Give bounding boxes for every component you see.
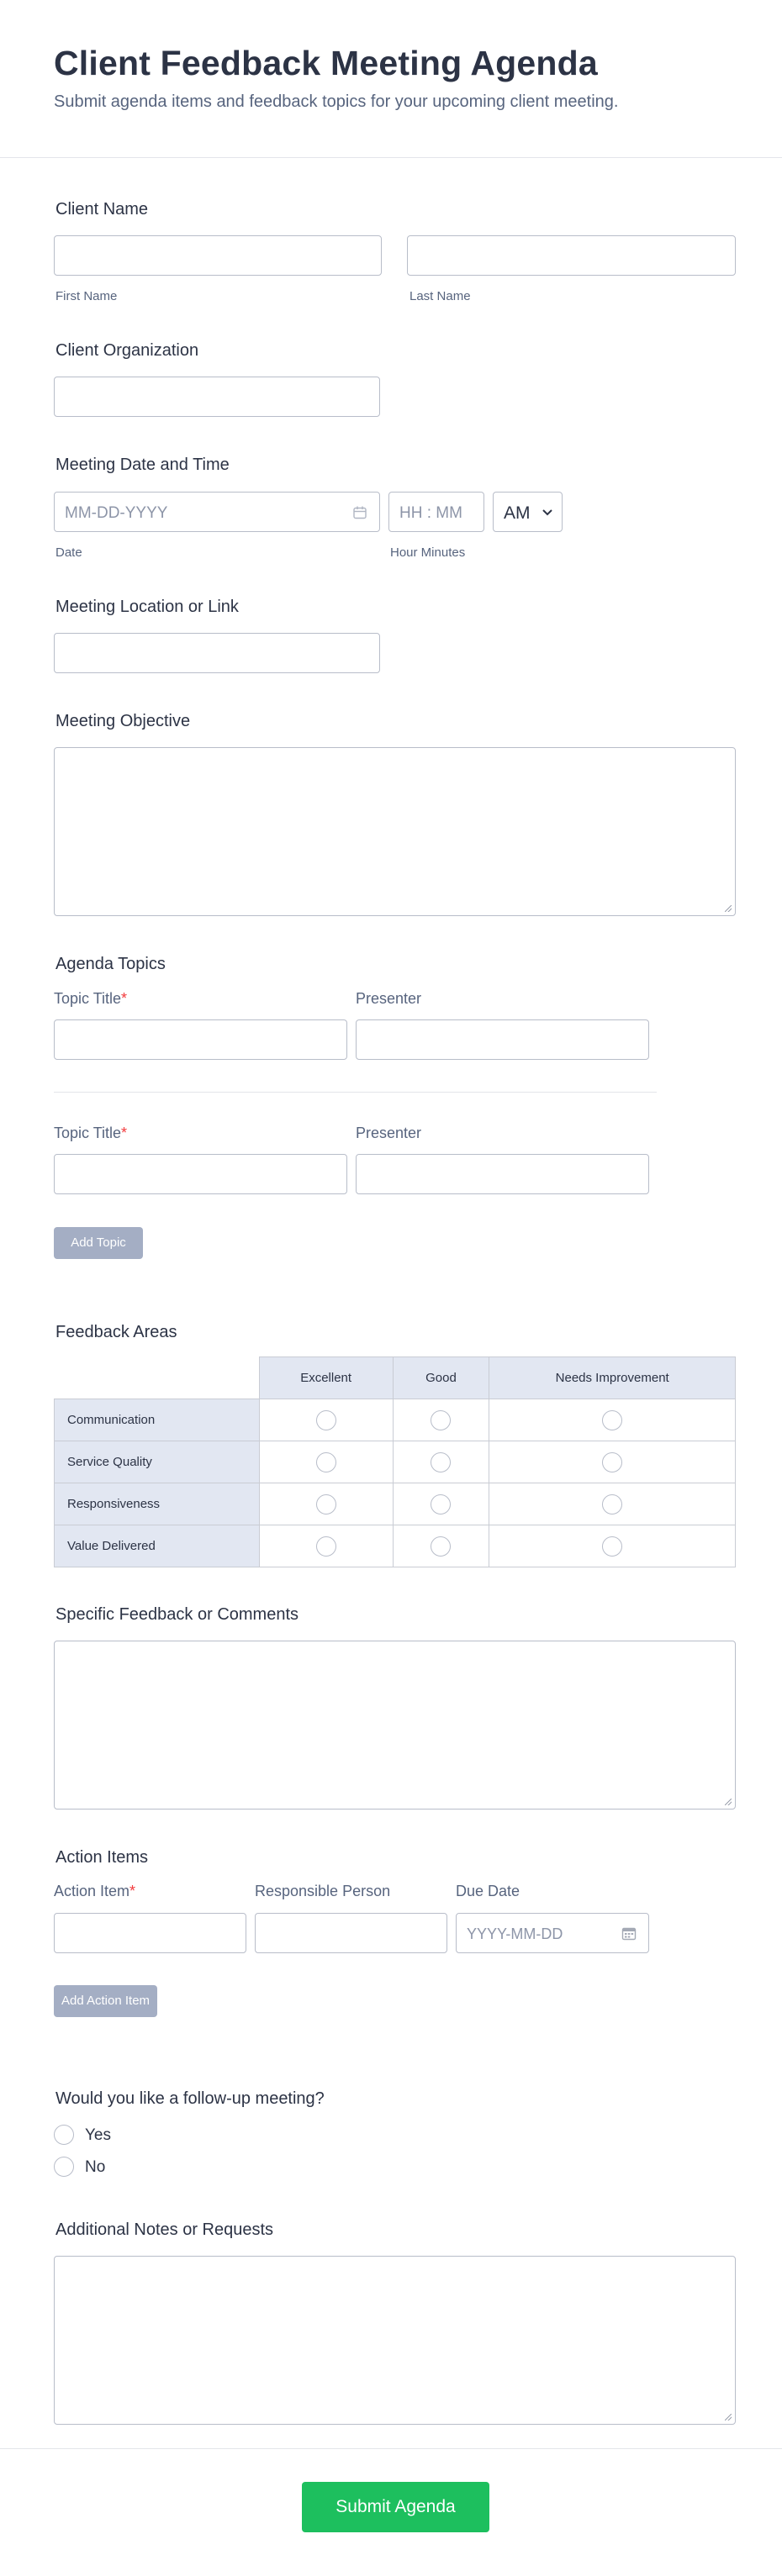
radio-followup-no[interactable] [54, 2157, 74, 2177]
followup-option-label: No [85, 2158, 106, 2176]
matrix-cell [393, 1525, 489, 1567]
action-item-label: Action Item* [54, 1883, 136, 1899]
radio-communication-needs-improvement[interactable] [602, 1410, 622, 1430]
chevron-down-icon [542, 507, 553, 519]
radio-value-delivered-needs-improvement[interactable] [602, 1536, 622, 1557]
matrix-cell [393, 1441, 489, 1483]
presenter-input-1[interactable] [356, 1019, 649, 1060]
topic-title-input-2[interactable] [54, 1154, 347, 1194]
feedback-areas-label: Feedback Areas [55, 1323, 177, 1341]
matrix-cell [489, 1525, 736, 1567]
presenter-label-2: Presenter [356, 1125, 422, 1141]
radio-responsiveness-needs-improvement[interactable] [602, 1494, 622, 1515]
date-placeholder: MM-DD-YYYY [65, 504, 168, 522]
radio-service-quality-good[interactable] [431, 1452, 451, 1472]
radio-service-quality-needs-improvement[interactable] [602, 1452, 622, 1472]
form-header [0, 0, 782, 158]
followup-label: Would you like a follow-up meeting? [55, 2089, 325, 2108]
radio-service-quality-excellent[interactable] [316, 1452, 336, 1472]
notes-label: Additional Notes or Requests [55, 2220, 274, 2239]
client-org-input[interactable] [54, 377, 380, 417]
matrix-cell [489, 1399, 736, 1441]
matrix-col-needs-improvement: Needs Improvement [489, 1357, 736, 1399]
location-input[interactable] [54, 633, 380, 673]
matrix-cell [259, 1483, 393, 1525]
matrix-cell [259, 1399, 393, 1441]
comments-textarea[interactable] [54, 1641, 736, 1810]
topic-title-label-2: Topic Title* [54, 1125, 128, 1141]
objective-textarea[interactable] [54, 747, 736, 916]
meeting-datetime-label: Meeting Date and Time [55, 456, 230, 474]
due-date-placeholder: YYYY-MM-DD [467, 1925, 563, 1942]
feedback-matrix [54, 1356, 736, 1567]
table-row [55, 1441, 736, 1483]
first-name-input[interactable] [54, 235, 382, 276]
calendar-icon[interactable] [352, 505, 367, 520]
table-row [55, 1525, 736, 1567]
date-sublabel: Date [55, 545, 82, 560]
radio-value-delivered-good[interactable] [431, 1536, 451, 1557]
topic-title-input-1[interactable] [54, 1019, 347, 1060]
matrix-corner [55, 1357, 260, 1399]
submit-button[interactable]: Submit Agenda [302, 2482, 489, 2532]
comments-label: Specific Feedback or Comments [55, 1605, 299, 1624]
matrix-row-responsiveness: Responsiveness [55, 1483, 260, 1525]
add-action-item-button[interactable]: Add Action Item [54, 1985, 157, 2017]
table-row [55, 1483, 736, 1525]
agenda-topics-label: Agenda Topics [55, 955, 166, 973]
first-name-sublabel: First Name [55, 289, 118, 303]
responsible-person-input[interactable] [255, 1913, 447, 1953]
page-subtitle: Submit agenda items and feedback topics for your upcoming client meeting. [54, 92, 619, 111]
matrix-row-service-quality: Service Quality [55, 1441, 260, 1483]
topic-title-label-1: Topic Title* [54, 990, 128, 1007]
matrix-cell [259, 1525, 393, 1567]
objective-label: Meeting Objective [55, 712, 191, 730]
radio-communication-good[interactable] [431, 1410, 451, 1430]
matrix-col-good: Good [393, 1357, 489, 1399]
presenter-label-1: Presenter [356, 990, 422, 1007]
matrix-row-communication: Communication [55, 1399, 260, 1441]
time-sublabel: Hour Minutes [390, 545, 466, 560]
radio-communication-excellent[interactable] [316, 1410, 336, 1430]
matrix-cell [489, 1441, 736, 1483]
client-org-label: Client Organization [55, 341, 199, 360]
add-topic-button[interactable]: Add Topic [54, 1227, 143, 1259]
calendar-icon[interactable] [621, 1926, 637, 1941]
time-placeholder: HH : MM [399, 504, 462, 522]
matrix-cell [393, 1483, 489, 1525]
agenda-divider [54, 1092, 657, 1093]
last-name-input[interactable] [407, 235, 736, 276]
ampm-select[interactable] [493, 492, 563, 532]
ampm-value: AM [504, 503, 531, 523]
table-row [55, 1399, 736, 1441]
radio-value-delivered-excellent[interactable] [316, 1536, 336, 1557]
due-date-label: Due Date [456, 1883, 520, 1899]
date-input[interactable] [54, 492, 380, 532]
responsible-person-label: Responsible Person [255, 1883, 391, 1899]
due-date-input[interactable] [456, 1913, 649, 1953]
page-title: Client Feedback Meeting Agenda [54, 44, 598, 82]
followup-option-label: Yes [85, 2126, 111, 2144]
radio-followup-yes[interactable] [54, 2125, 74, 2145]
notes-textarea[interactable] [54, 2256, 736, 2425]
time-input[interactable] [388, 492, 484, 532]
matrix-row-value-delivered: Value Delivered [55, 1525, 260, 1567]
presenter-input-2[interactable] [356, 1154, 649, 1194]
radio-responsiveness-excellent[interactable] [316, 1494, 336, 1515]
last-name-sublabel: Last Name [409, 289, 471, 303]
matrix-cell [259, 1441, 393, 1483]
matrix-cell [393, 1399, 489, 1441]
client-name-label: Client Name [55, 200, 149, 219]
location-label: Meeting Location or Link [55, 598, 239, 616]
radio-responsiveness-good[interactable] [431, 1494, 451, 1515]
action-item-input[interactable] [54, 1913, 246, 1953]
matrix-header-row [55, 1357, 736, 1399]
matrix-cell [489, 1483, 736, 1525]
action-items-label: Action Items [55, 1848, 149, 1867]
matrix-col-excellent: Excellent [259, 1357, 393, 1399]
